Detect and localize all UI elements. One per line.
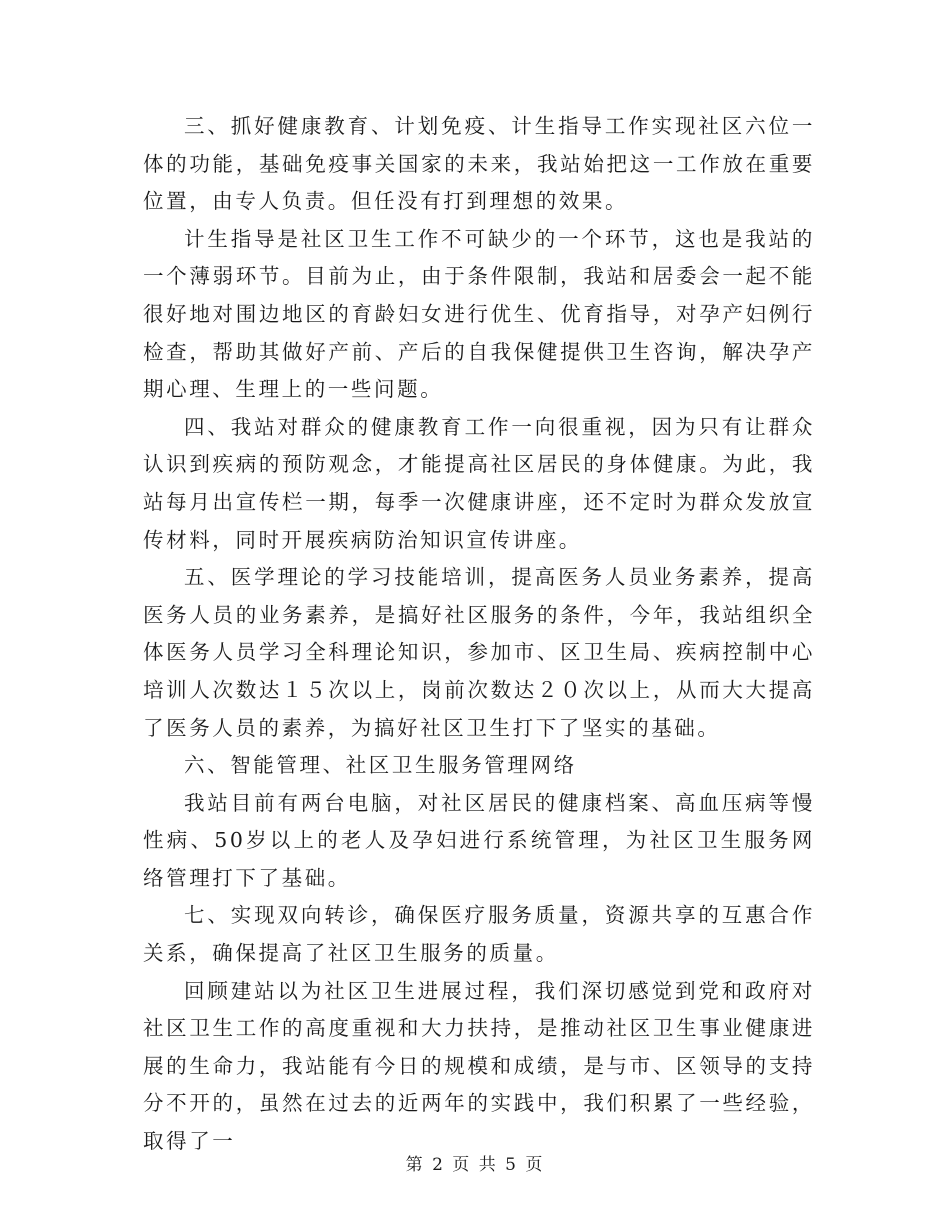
paragraph-4: 五、医学理论的学习技能培训，提高医务人员业务素养，提高医务人员的业务素养，是搞好社区服务的条件，今年，我站组织全体医务人员学习全科理论知识，参加市、区卫生局、疾病控制中心培训人次数达１５次以上，岗前次数达２０次以上，从而大大提高了医务人员的素养，为搞好社区卫生打下了坚实的基础。	[143, 565, 815, 740]
paragraph-2: 计生指导是社区卫生工作不可缺少的一个环节，这也是我站的一个薄弱环节。目前为止，由于条件限制，我站和居委会一起不能很好地对围边地区的育龄妇女进行优生、优育指导，对孕产妇例行检查，帮助其做好产前、产后的自我保健提供卫生咨询，解决孕产期心理、生理上的一些问题。	[143, 226, 815, 402]
page-footer: 第 2 页 共 5 页	[405, 1155, 545, 1175]
paragraph-7: 七、实现双向转诊，确保医疗服务质量，资源共享的互惠合作关系，确保提高了社区卫生服务的质量。	[143, 903, 815, 966]
paragraph-8: 回顾建站以为社区卫生进展过程，我们深切感觉到党和政府对社区卫生工作的高度重视和大力扶持，是推动社区卫生事业健康进展的生命力，我站能有今日的规模和成绩，是与市、区领导的支持分不开的，虽然在过去的近两年的实践中，我们积累了一些经验，取得了一	[143, 978, 815, 1154]
paragraph-3: 四、我站对群众的健康教育工作一向很重视，因为只有让群众认识到疾病的预防观念，才能提高社区居民的身体健康。为此，我站每月出宣传栏一期，每季一次健康讲座，还不定时为群众发放宣传材料，同时开展疾病防治知识宣传讲座。	[143, 414, 815, 552]
paragraph-1: 三、抓好健康教育、计划免疫、计生指导工作实现社区六位一体的功能，基础免疫事关国家的未来，我站始把这一工作放在重要位置，由专人负责。但任没有打到理想的效果。	[143, 114, 815, 214]
document-body	[143, 108, 815, 1161]
paragraph-5-heading: 六、智能管理、社区卫生服务管理网络	[184, 753, 577, 778]
paragraph-6: 我站目前有两台电脑，对社区居民的健康档案、高血压病等慢性病、50岁以上的老人及孕妇进行系统管理，为社区卫生服务网络管理打下了基础。	[143, 790, 815, 890]
